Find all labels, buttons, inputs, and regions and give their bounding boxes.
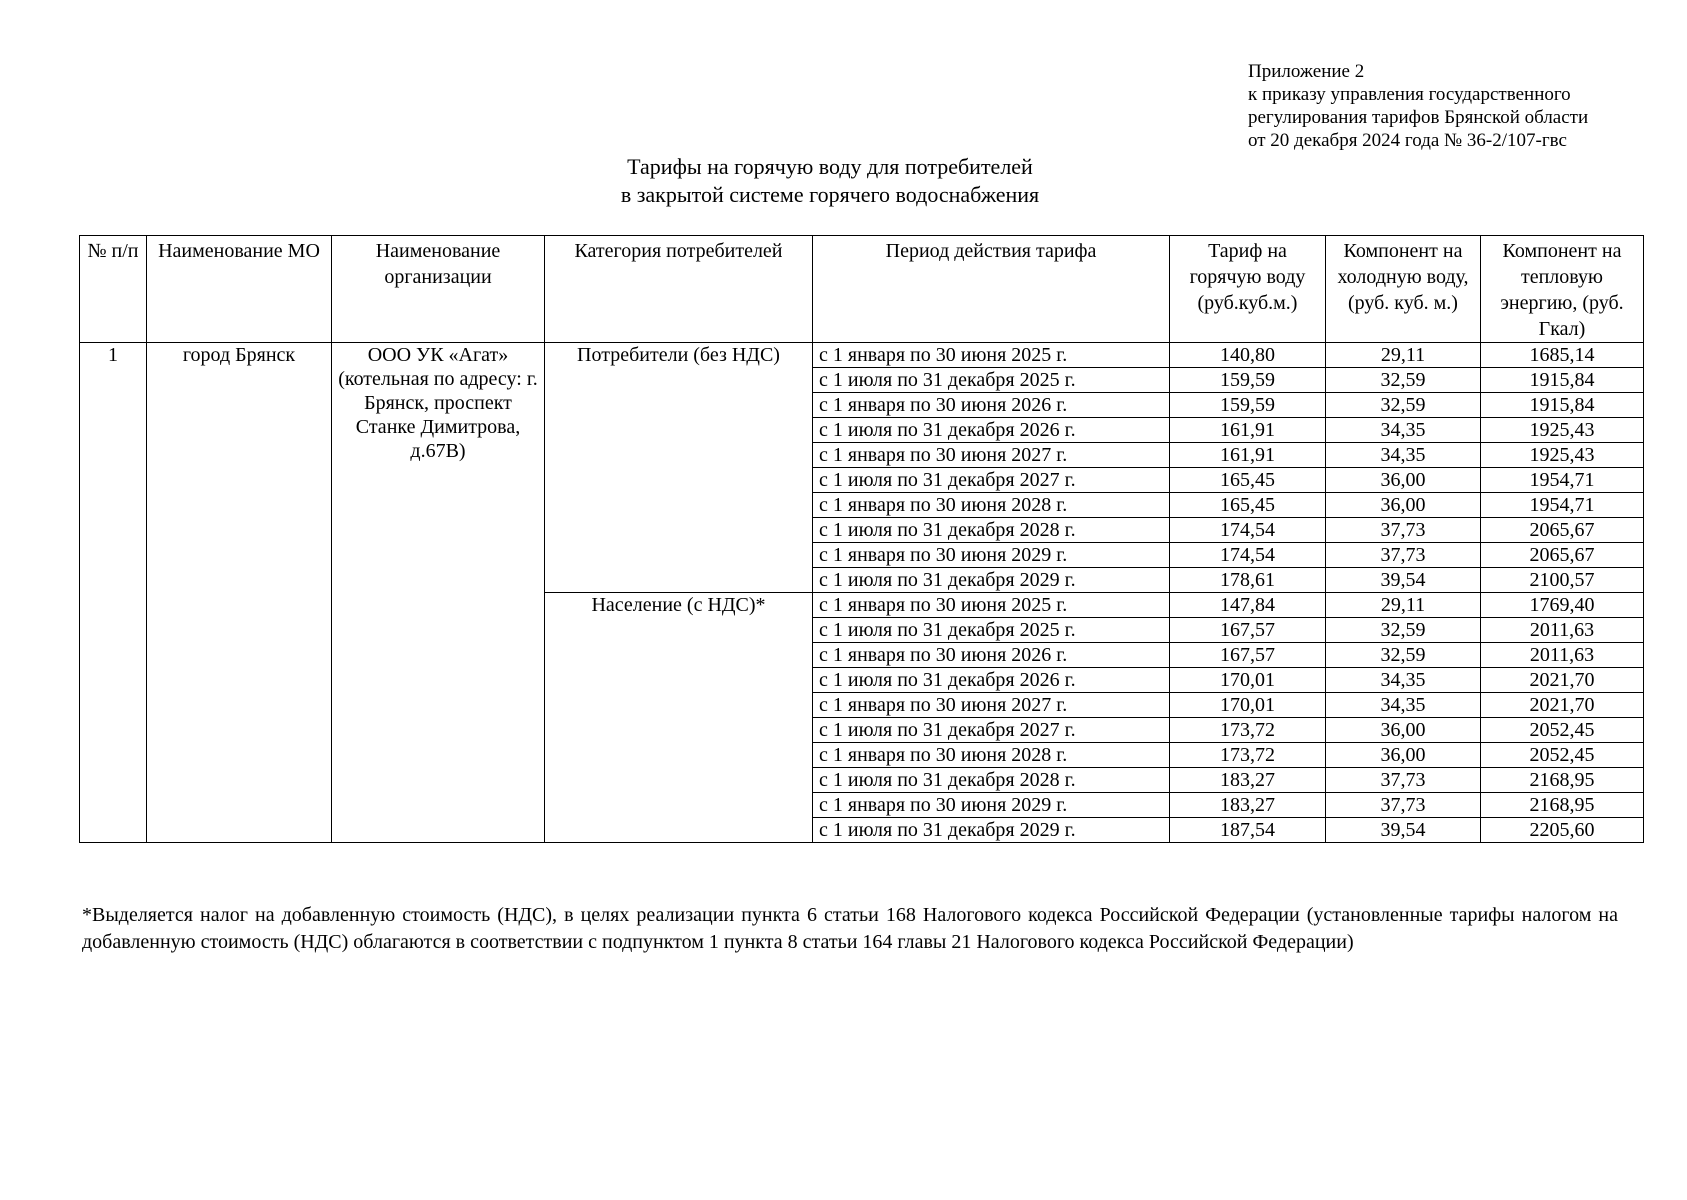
cold-water-component: 39,54 — [1326, 568, 1481, 593]
tariff-value: 173,72 — [1170, 718, 1326, 743]
heat-energy-component: 2168,95 — [1481, 768, 1644, 793]
heat-energy-component: 2021,70 — [1481, 693, 1644, 718]
tariff-value: 170,01 — [1170, 693, 1326, 718]
tariff-value: 173,72 — [1170, 743, 1326, 768]
heat-energy-component: 1769,40 — [1481, 593, 1644, 618]
tariff-value: 174,54 — [1170, 543, 1326, 568]
header-mo: Наименование МО — [147, 236, 332, 343]
header-org: Наименование организации — [332, 236, 545, 343]
tariff-value: 183,27 — [1170, 793, 1326, 818]
cold-water-component: 37,73 — [1326, 543, 1481, 568]
tariff-period: с 1 января по 30 июня 2026 г. — [813, 393, 1170, 418]
appendix-line: Приложение 2 — [1248, 61, 1365, 82]
tariff-value: 183,27 — [1170, 768, 1326, 793]
tariff-value: 147,84 — [1170, 593, 1326, 618]
cold-water-component: 34,35 — [1326, 418, 1481, 443]
appendix-note — [1248, 60, 1588, 152]
title-line: Тарифы на горячую воду для потребителей — [627, 154, 1033, 179]
cold-water-component: 36,00 — [1326, 493, 1481, 518]
cold-water-component: 34,35 — [1326, 668, 1481, 693]
cold-water-component: 32,59 — [1326, 393, 1481, 418]
tariff-value: 140,80 — [1170, 343, 1326, 368]
document-title — [300, 153, 1360, 209]
tariff-value: 170,01 — [1170, 668, 1326, 693]
municipality-name: город Брянск — [147, 343, 332, 843]
tariff-period: с 1 июля по 31 декабря 2028 г. — [813, 518, 1170, 543]
header-category: Категория потребителей — [545, 236, 813, 343]
tariff-period: с 1 января по 30 июня 2025 г. — [813, 343, 1170, 368]
heat-energy-component: 2100,57 — [1481, 568, 1644, 593]
tariff-period: с 1 января по 30 июня 2029 г. — [813, 543, 1170, 568]
cold-water-component: 34,35 — [1326, 693, 1481, 718]
tariff-period: с 1 июля по 31 декабря 2027 г. — [813, 468, 1170, 493]
footnote: *Выделяется налог на добавленную стоимость (НДС), в целях реализации пункта 6 статьи 168 Налогового кодекса Российской Федерации (установленные тарифы налогом на добавленную стоимость (НДС) облагаются в соответствии с подпунктом 1 пункта 8 статьи 164 главы 21 Налогового кодекса Российской Федерации) — [82, 904, 1618, 953]
tariff-period: с 1 июля по 31 декабря 2029 г. — [813, 568, 1170, 593]
tariff-period: с 1 января по 30 июня 2028 г. — [813, 743, 1170, 768]
tariff-period: с 1 января по 30 июня 2029 г. — [813, 793, 1170, 818]
tariff-value: 161,91 — [1170, 443, 1326, 468]
tariff-value: 167,57 — [1170, 643, 1326, 668]
heat-energy-component: 1915,84 — [1481, 368, 1644, 393]
heat-energy-component: 2011,63 — [1481, 618, 1644, 643]
tariff-value: 159,59 — [1170, 368, 1326, 393]
heat-energy-component: 2021,70 — [1481, 668, 1644, 693]
tariff-value: 165,45 — [1170, 493, 1326, 518]
tariff-period: с 1 июля по 31 декабря 2029 г. — [813, 818, 1170, 843]
cold-water-component: 37,73 — [1326, 793, 1481, 818]
tariff-period: с 1 января по 30 июня 2027 г. — [813, 443, 1170, 468]
cold-water-component: 36,00 — [1326, 718, 1481, 743]
header-num: № п/п — [80, 236, 147, 343]
appendix-line: от 20 декабря 2024 года № 36-2/107-гвс — [1248, 130, 1567, 151]
appendix-line: регулирования тарифов Брянской области — [1248, 107, 1589, 128]
cold-water-component: 29,11 — [1326, 343, 1481, 368]
cold-water-component: 32,59 — [1326, 618, 1481, 643]
tariff-value: 161,91 — [1170, 418, 1326, 443]
tariff-period: с 1 июля по 31 декабря 2025 г. — [813, 618, 1170, 643]
tariff-value: 174,54 — [1170, 518, 1326, 543]
cold-water-component: 37,73 — [1326, 768, 1481, 793]
tariff-period: с 1 июля по 31 декабря 2026 г. — [813, 668, 1170, 693]
table-row — [80, 343, 1644, 368]
tariff-value: 178,61 — [1170, 568, 1326, 593]
heat-energy-component: 1954,71 — [1481, 493, 1644, 518]
tariff-value: 159,59 — [1170, 393, 1326, 418]
header-row — [80, 236, 1644, 343]
title-line: в закрытой системе горячего водоснабжения — [620, 182, 1040, 207]
cold-water-component: 36,00 — [1326, 468, 1481, 493]
organization-name: ООО УК «Агат» (котельная по адресу: г. Брянск, проспект Станке Димитрова, д.67В) — [332, 343, 545, 843]
heat-energy-component: 1685,14 — [1481, 343, 1644, 368]
tariff-period: с 1 января по 30 июня 2025 г. — [813, 593, 1170, 618]
header-tariff: Тариф на горячую воду (руб.куб.м.) — [1170, 236, 1326, 343]
tariff-period: с 1 января по 30 июня 2026 г. — [813, 643, 1170, 668]
heat-energy-component: 1925,43 — [1481, 443, 1644, 468]
heat-energy-component: 1915,84 — [1481, 393, 1644, 418]
tariff-period: с 1 июля по 31 декабря 2026 г. — [813, 418, 1170, 443]
heat-energy-component: 2052,45 — [1481, 743, 1644, 768]
heat-energy-component: 2065,67 — [1481, 518, 1644, 543]
heat-energy-component: 2065,67 — [1481, 543, 1644, 568]
tariff-value: 165,45 — [1170, 468, 1326, 493]
tariff-table — [79, 235, 1644, 843]
tariff-period: с 1 июля по 31 декабря 2027 г. — [813, 718, 1170, 743]
header-period: Период действия тарифа — [813, 236, 1170, 343]
header-heat: Компонент на тепловую энергию, (руб. Гкал) — [1481, 236, 1644, 343]
heat-energy-component: 2011,63 — [1481, 643, 1644, 668]
appendix-line: к приказу управления государственного — [1248, 84, 1571, 105]
tariff-value: 187,54 — [1170, 818, 1326, 843]
tariff-value: 167,57 — [1170, 618, 1326, 643]
heat-energy-component: 2205,60 — [1481, 818, 1644, 843]
consumer-category: Население (с НДС)* — [545, 593, 813, 843]
heat-energy-component: 2052,45 — [1481, 718, 1644, 743]
cold-water-component: 36,00 — [1326, 743, 1481, 768]
cold-water-component: 34,35 — [1326, 443, 1481, 468]
cold-water-component: 37,73 — [1326, 518, 1481, 543]
row-number: 1 — [80, 343, 147, 843]
header-cold: Компонент на холодную воду, (руб. куб. м.) — [1326, 236, 1481, 343]
cold-water-component: 39,54 — [1326, 818, 1481, 843]
table-body — [80, 343, 1644, 843]
tariff-period: с 1 июля по 31 декабря 2025 г. — [813, 368, 1170, 393]
cold-water-component: 29,11 — [1326, 593, 1481, 618]
cold-water-component: 32,59 — [1326, 643, 1481, 668]
cold-water-component: 32,59 — [1326, 368, 1481, 393]
heat-energy-component: 2168,95 — [1481, 793, 1644, 818]
heat-energy-component: 1954,71 — [1481, 468, 1644, 493]
tariff-period: с 1 июля по 31 декабря 2028 г. — [813, 768, 1170, 793]
heat-energy-component: 1925,43 — [1481, 418, 1644, 443]
consumer-category: Потребители (без НДС) — [545, 343, 813, 593]
tariff-period: с 1 января по 30 июня 2027 г. — [813, 693, 1170, 718]
tariff-period: с 1 января по 30 июня 2028 г. — [813, 493, 1170, 518]
